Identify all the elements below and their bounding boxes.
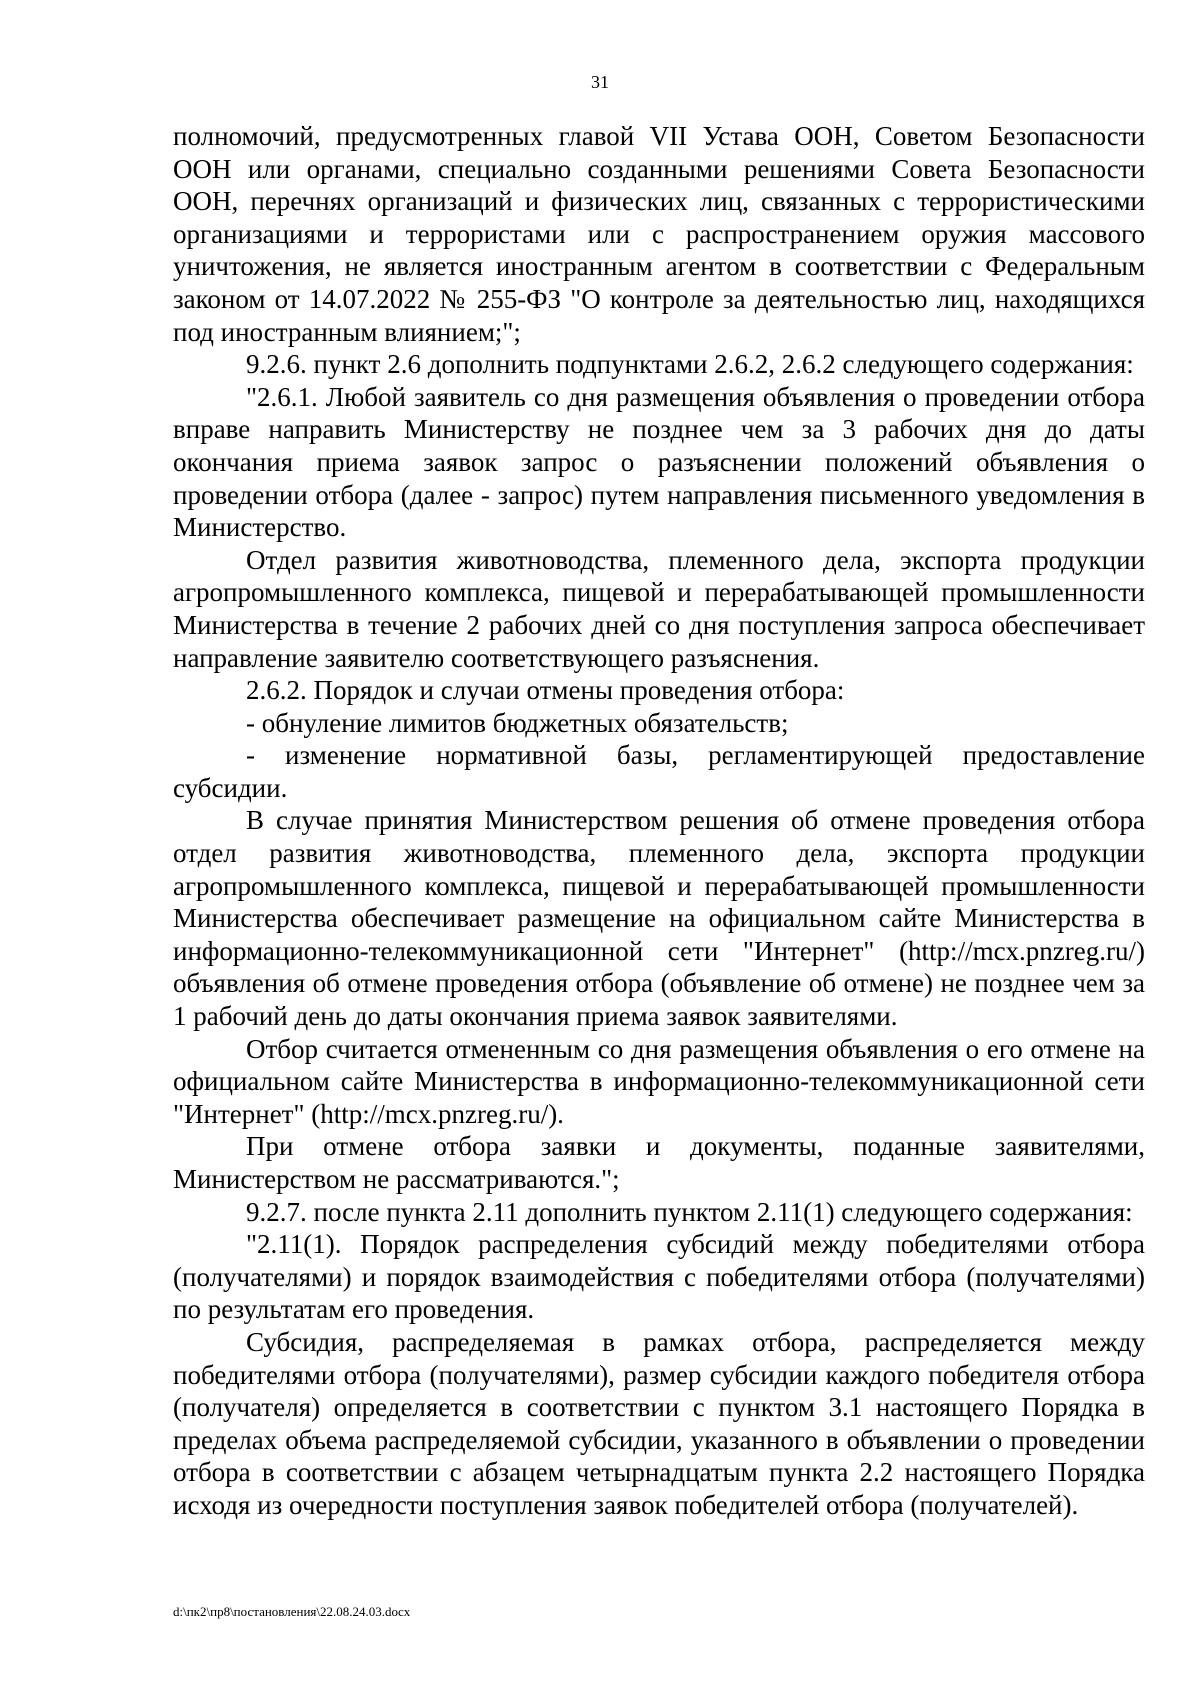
paragraph-2-6-2: 2.6.2. Порядок и случаи отмены проведения отбора: — [246, 675, 845, 706]
paragraph-2-11-1: "2.11(1). Порядок распределения субсидий между победителями отбора (получателями) и порядок взаимодействия с победителями отбора (получателями) по результатам его проведения. — [173, 1229, 1145, 1325]
document-body — [173, 120, 1145, 1522]
page-number: 31 — [591, 72, 609, 92]
list-item-regulations: - изменение нормативной базы, регламентирующей предоставление субсидии. — [173, 740, 1145, 803]
paragraph-continuation: полномочий, предусмотренных главой VII Устава ООН, Советом Безопасности ООН или органами, специально созданными решениями Совета Безопасности ООН, перечнях организаций и физических лиц, связанных с террористическими организациями и террористами или с распространением оружия массового уничтожения, не является иностранным агентом в соответствии с Федеральным законом от 14.07.2022 № 255-ФЗ "О контроле за деятельностью лиц, находящихся под иностранным влиянием;"; — [173, 121, 1145, 347]
paragraph-department-clarification: Отдел развития животноводства, племенного дела, экспорта продукции агропромышленного комплекса, пищевой и перерабатывающей промышленности Министерства в течение 2 рабочих дней со дня поступления запроса обеспечивает направление заявителю соответствующего разъяснения. — [173, 544, 1145, 673]
footer-file-path: d:\пк2\пр8\постановления\22.08.24.03.docx — [173, 1604, 411, 1619]
paragraph-cancellation-effective: Отбор считается отмененным со дня размещения объявления о его отмене на официальном сайте Министерства в информационно-телекоммуникационной сети "Интернет" (http://mcx.pnzreg.ru/). — [173, 1033, 1145, 1129]
list-item-limits: - обнуление лимитов бюджетных обязательств; — [246, 707, 789, 738]
paragraph-2-6-1: "2.6.1. Любой заявитель со дня размещения объявления о проведении отбора вправе направить Министерству не позднее чем за 3 рабочих дня до даты окончания приема заявок запрос о разъяснении положений объявления о проведении отбора (далее - запрос) путем направления письменного уведомления в Министерство. — [173, 381, 1145, 543]
paragraph-item-9-2-7: 9.2.7. после пункта 2.11 дополнить пунктом 2.11(1) следующего содержания: — [246, 1196, 1133, 1227]
paragraph-subsidy-distribution: Субсидия, распределяемая в рамках отбора, распределяется между победителями отбора (получателями), размер субсидии каждого победителя отбора (получателя) определяется в соответствии с пунктом 3.1 настоящего Порядка в пределах объема распределяемой субсидии, указанного в объявлении о проведении отбора в соответствии с абзацем четырнадцатым пункта 2.2 настоящего Порядка исходя из очередности поступления заявок победителей отбора (получателей). — [173, 1326, 1145, 1520]
paragraph-item-9-2-6: 9.2.6. пункт 2.6 дополнить подпунктами 2.6.2, 2.6.2 следующего содержания: — [246, 349, 1134, 380]
paragraph-applications-not-considered: При отмене отбора заявки и документы, поданные заявителями, Министерством не рассматриваются."; — [173, 1131, 1145, 1194]
paragraph-cancellation-decision: В случае принятия Министерством решения об отмене проведения отбора отдел развития животноводства, племенного дела, экспорта продукции агропромышленного комплекса, пищевой и перерабатывающей промышленности Министерства обеспечивает размещение на официальном сайте Министерства в информационно-телекоммуникационной сети "Интернет" (http://mcx.pnzreg.ru/) объявления об отмене проведения отбора (объявление об отмене) не позднее чем за 1 рабочий день до даты окончания приема заявок заявителями. — [173, 805, 1145, 1032]
